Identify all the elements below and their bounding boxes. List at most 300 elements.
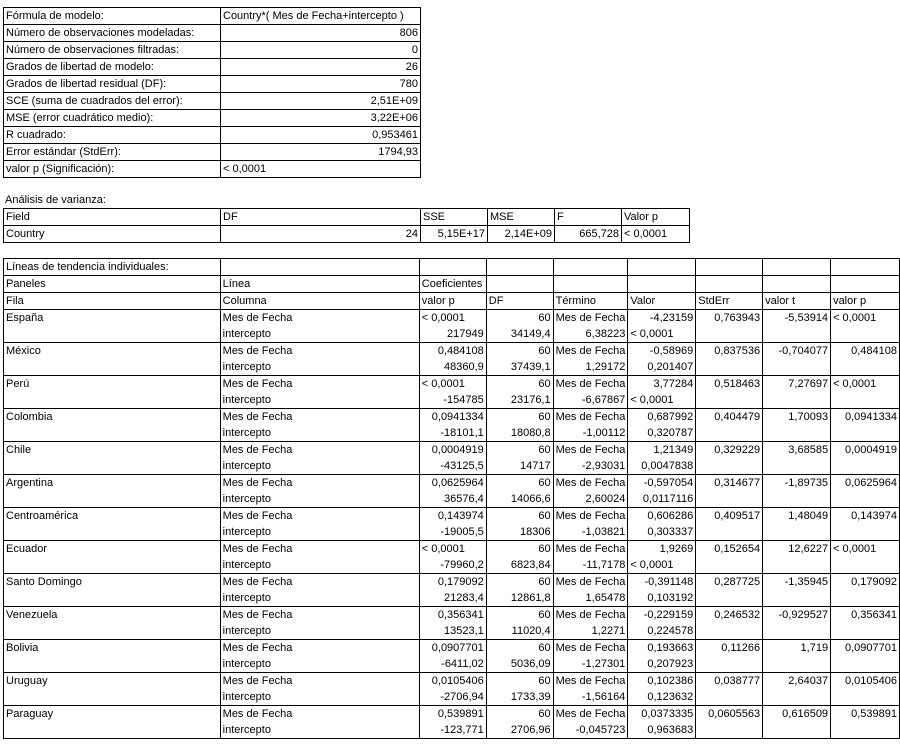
trend-cell[interactable] bbox=[763, 392, 831, 409]
trend-header-cell[interactable]: Línea bbox=[220, 276, 419, 293]
trend-cell[interactable]: 60 bbox=[486, 475, 553, 492]
trend-cell[interactable] bbox=[696, 392, 763, 409]
trend-cell[interactable]: 0,404479 bbox=[696, 409, 763, 426]
trend-panel-cell[interactable]: Paraguay bbox=[4, 706, 221, 723]
trend-cell[interactable]: 36576,4 bbox=[419, 491, 486, 508]
trend-cell[interactable]: 0,606286 bbox=[628, 508, 696, 525]
summary-label-cell[interactable]: Fórmula de modelo: bbox=[4, 8, 221, 25]
trend-panel-cell[interactable] bbox=[4, 722, 221, 739]
trend-cell[interactable] bbox=[696, 524, 763, 541]
anova-header-cell[interactable]: SSE bbox=[421, 209, 488, 226]
trend-cell[interactable]: Mes de Fecha bbox=[553, 607, 628, 624]
trend-panel-cell[interactable] bbox=[4, 623, 221, 640]
trend-cell[interactable] bbox=[763, 326, 831, 343]
trend-cell[interactable]: 0,0907701 bbox=[831, 640, 900, 657]
trend-cell[interactable] bbox=[696, 491, 763, 508]
trend-cell[interactable]: -0,229159 bbox=[628, 607, 696, 624]
trend-cell[interactable]: 0,143974 bbox=[831, 508, 900, 525]
trend-cell[interactable] bbox=[763, 491, 831, 508]
summary-value-cell[interactable]: 3,22E+06 bbox=[221, 110, 421, 127]
trend-cell[interactable] bbox=[696, 557, 763, 574]
trend-cell[interactable] bbox=[831, 425, 900, 442]
anova-header-cell[interactable]: MSE bbox=[488, 209, 555, 226]
trend-panel-cell[interactable]: Centroamérica bbox=[4, 508, 221, 525]
trend-cell[interactable]: 60 bbox=[486, 409, 553, 426]
trend-cell[interactable]: < 0,0001 bbox=[419, 310, 486, 327]
trend-header-cell[interactable] bbox=[628, 276, 696, 293]
trend-panel-cell[interactable] bbox=[4, 524, 221, 541]
trend-cell[interactable]: 21283,4 bbox=[419, 590, 486, 607]
trend-row bbox=[4, 326, 900, 343]
trend-cell[interactable] bbox=[831, 491, 900, 508]
trend-cell[interactable]: 0,484108 bbox=[831, 343, 900, 360]
trend-cell[interactable]: Mes de Fecha bbox=[553, 376, 628, 393]
trend-cell[interactable]: intercepto bbox=[220, 359, 419, 376]
trend-cell[interactable]: -123,771 bbox=[419, 722, 486, 739]
trend-cell[interactable]: 217949 bbox=[419, 326, 486, 343]
trend-cell[interactable]: 1,65478 bbox=[553, 590, 628, 607]
trend-header-cell[interactable]: StdErr bbox=[696, 293, 763, 310]
trend-cell[interactable]: 0,038777 bbox=[696, 673, 763, 690]
trend-cell[interactable] bbox=[763, 722, 831, 739]
trend-panel-cell[interactable]: Ecuador bbox=[4, 541, 221, 558]
trend-panel-cell[interactable]: Venezuela bbox=[4, 607, 221, 624]
trend-cell[interactable]: 11020,4 bbox=[486, 623, 553, 640]
trend-header-cell[interactable]: valor p bbox=[831, 293, 900, 310]
trend-cell[interactable]: 0,0105406 bbox=[831, 673, 900, 690]
trend-cell[interactable]: 0,0004919 bbox=[831, 442, 900, 459]
trend-cell[interactable]: 60 bbox=[486, 607, 553, 624]
trend-cell[interactable]: 0,207923 bbox=[628, 656, 696, 673]
trend-cell[interactable]: 0,356341 bbox=[419, 607, 486, 624]
summary-label-cell[interactable]: MSE (error cuadrático medio): bbox=[4, 110, 221, 127]
trend-cell[interactable]: 0,763943 bbox=[696, 310, 763, 327]
trend-header-cell[interactable] bbox=[831, 276, 900, 293]
trend-cell[interactable]: -0,929527 bbox=[763, 607, 831, 624]
trend-cell[interactable]: 6,38223 bbox=[553, 326, 628, 343]
trend-cell[interactable]: 13523,1 bbox=[419, 623, 486, 640]
summary-value-cell[interactable]: < 0,0001 bbox=[221, 161, 421, 178]
trend-empty-cell[interactable] bbox=[553, 259, 628, 276]
trend-cell[interactable] bbox=[831, 392, 900, 409]
trend-cell[interactable]: 0,963683 bbox=[628, 722, 696, 739]
summary-value-cell[interactable]: 2,51E+09 bbox=[221, 93, 421, 110]
trend-panel-cell[interactable]: Santo Domingo bbox=[4, 574, 221, 591]
trend-empty-cell[interactable] bbox=[763, 259, 831, 276]
trend-header-cell[interactable]: Fila bbox=[4, 293, 221, 310]
trend-row bbox=[4, 343, 900, 360]
trend-cell[interactable]: 0,0047838 bbox=[628, 458, 696, 475]
trend-cell[interactable]: Mes de Fecha bbox=[220, 475, 419, 492]
trend-cell[interactable]: 60 bbox=[486, 508, 553, 525]
trend-cell[interactable]: Mes de Fecha bbox=[553, 442, 628, 459]
trend-cell[interactable]: Mes de Fecha bbox=[220, 442, 419, 459]
trend-cell[interactable]: 0,539891 bbox=[419, 706, 486, 723]
trend-cell[interactable]: intercepto bbox=[220, 557, 419, 574]
trend-cell[interactable]: 1733,39 bbox=[486, 689, 553, 706]
trend-cell[interactable]: Mes de Fecha bbox=[553, 508, 628, 525]
trend-title-cell[interactable]: Líneas de tendencia individuales: bbox=[4, 259, 221, 276]
trend-cell[interactable]: 0,0625964 bbox=[831, 475, 900, 492]
trend-cell[interactable]: intercepto bbox=[220, 326, 419, 343]
trend-panel-cell[interactable] bbox=[4, 326, 221, 343]
trend-cell[interactable]: 0,484108 bbox=[419, 343, 486, 360]
trend-header-cell[interactable]: valor p bbox=[419, 293, 486, 310]
trend-cell[interactable]: 0,356341 bbox=[831, 607, 900, 624]
trend-empty-cell[interactable] bbox=[220, 259, 419, 276]
trend-cell[interactable]: -0,704077 bbox=[763, 343, 831, 360]
trend-panel-cell[interactable]: Uruguay bbox=[4, 673, 221, 690]
trend-cell[interactable]: < 0,0001 bbox=[419, 541, 486, 558]
trend-cell[interactable]: 0,0373335 bbox=[628, 706, 696, 723]
trend-cell[interactable] bbox=[763, 524, 831, 541]
summary-value-cell[interactable]: 780 bbox=[221, 76, 421, 93]
trend-cell[interactable]: 12861,8 bbox=[486, 590, 553, 607]
trend-header-cell[interactable]: DF bbox=[486, 293, 553, 310]
trend-cell[interactable]: intercepto bbox=[220, 392, 419, 409]
trend-cell[interactable] bbox=[696, 359, 763, 376]
trend-cell[interactable] bbox=[831, 722, 900, 739]
trend-cell[interactable]: < 0,0001 bbox=[628, 326, 696, 343]
trend-panel-cell[interactable] bbox=[4, 590, 221, 607]
trend-cell[interactable]: 34149,4 bbox=[486, 326, 553, 343]
trend-cell[interactable]: -43125,5 bbox=[419, 458, 486, 475]
trend-cell[interactable]: 0,179092 bbox=[419, 574, 486, 591]
trend-cell[interactable]: < 0,0001 bbox=[831, 541, 900, 558]
trend-header-cell[interactable] bbox=[553, 276, 628, 293]
trend-cell[interactable] bbox=[763, 623, 831, 640]
trend-cell[interactable]: Mes de Fecha bbox=[553, 640, 628, 657]
trend-cell[interactable]: 60 bbox=[486, 343, 553, 360]
trend-cell[interactable]: 0,314677 bbox=[696, 475, 763, 492]
trend-cell[interactable]: Mes de Fecha bbox=[220, 376, 419, 393]
trend-cell[interactable]: -6,67867 bbox=[553, 392, 628, 409]
trend-cell[interactable] bbox=[763, 458, 831, 475]
trend-cell[interactable]: 0,103192 bbox=[628, 590, 696, 607]
trend-cell[interactable]: 18080,8 bbox=[486, 425, 553, 442]
trend-cell[interactable]: Mes de Fecha bbox=[553, 343, 628, 360]
trend-cell[interactable]: intercepto bbox=[220, 623, 419, 640]
trend-empty-cell[interactable] bbox=[419, 259, 486, 276]
trend-cell[interactable]: -1,00112 bbox=[553, 425, 628, 442]
trend-cell[interactable] bbox=[763, 689, 831, 706]
anova-cell[interactable]: Country bbox=[4, 226, 221, 243]
trend-panel-cell[interactable] bbox=[4, 689, 221, 706]
trend-cell[interactable]: Mes de Fecha bbox=[553, 541, 628, 558]
anova-cell[interactable]: 665,728 bbox=[555, 226, 622, 243]
trend-cell[interactable]: Mes de Fecha bbox=[553, 673, 628, 690]
summary-label-cell[interactable]: Grados de libertad residual (DF): bbox=[4, 76, 221, 93]
trend-cell[interactable]: 0,518463 bbox=[696, 376, 763, 393]
trend-cell[interactable]: 1,70093 bbox=[763, 409, 831, 426]
trend-header-cell[interactable]: valor t bbox=[763, 293, 831, 310]
summary-value-cell[interactable]: 806 bbox=[221, 25, 421, 42]
trend-cell[interactable]: 14066,6 bbox=[486, 491, 553, 508]
trend-cell[interactable]: 0,224578 bbox=[628, 623, 696, 640]
summary-label-cell[interactable]: SCE (suma de cuadrados del error): bbox=[4, 93, 221, 110]
trend-cell[interactable]: 0,0105406 bbox=[419, 673, 486, 690]
trend-cell[interactable] bbox=[831, 524, 900, 541]
trend-cell[interactable]: -1,35945 bbox=[763, 574, 831, 591]
trend-cell[interactable] bbox=[831, 326, 900, 343]
trend-cell[interactable]: 0,152654 bbox=[696, 541, 763, 558]
trend-cell[interactable] bbox=[763, 590, 831, 607]
trend-cell[interactable] bbox=[763, 656, 831, 673]
trend-cell[interactable]: Mes de Fecha bbox=[553, 310, 628, 327]
anova-header-cell[interactable]: Valor p bbox=[622, 209, 690, 226]
trend-cell[interactable]: 60 bbox=[486, 541, 553, 558]
trend-cell[interactable]: Mes de Fecha bbox=[220, 508, 419, 525]
trend-cell[interactable]: 0,102386 bbox=[628, 673, 696, 690]
summary-value-cell[interactable]: 0,953461 bbox=[221, 127, 421, 144]
summary-value-cell[interactable]: 26 bbox=[221, 59, 421, 76]
trend-cell[interactable]: -11,7178 bbox=[553, 557, 628, 574]
trend-cell[interactable]: 0,0907701 bbox=[419, 640, 486, 657]
trend-cell[interactable]: -0,391148 bbox=[628, 574, 696, 591]
trend-cell[interactable]: 0,837536 bbox=[696, 343, 763, 360]
trend-empty-cell[interactable] bbox=[628, 259, 696, 276]
summary-value-cell[interactable]: Country*( Mes de Fecha+intercepto ) bbox=[221, 8, 421, 25]
trend-cell[interactable]: intercepto bbox=[220, 722, 419, 739]
trend-cell[interactable] bbox=[831, 359, 900, 376]
trend-header-cell[interactable]: Columna bbox=[220, 293, 419, 310]
trend-cell[interactable]: 37439,1 bbox=[486, 359, 553, 376]
trend-row bbox=[4, 656, 900, 673]
trend-cell[interactable]: 0,0004919 bbox=[419, 442, 486, 459]
summary-value-cell[interactable]: 0 bbox=[221, 42, 421, 59]
trend-cell[interactable]: -79960,2 bbox=[419, 557, 486, 574]
trend-cell[interactable]: 60 bbox=[486, 640, 553, 657]
trend-cell[interactable]: 0,201407 bbox=[628, 359, 696, 376]
trend-cell[interactable]: < 0,0001 bbox=[419, 376, 486, 393]
trend-cell[interactable]: 2,60024 bbox=[553, 491, 628, 508]
trend-panel-cell[interactable] bbox=[4, 491, 221, 508]
trend-header-cell[interactable]: Término bbox=[553, 293, 628, 310]
trend-title-row bbox=[4, 259, 900, 276]
trend-cell[interactable]: 1,2271 bbox=[553, 623, 628, 640]
trend-cell[interactable]: intercepto bbox=[220, 590, 419, 607]
summary-label-cell[interactable]: Número de observaciones modeladas: bbox=[4, 25, 221, 42]
anova-cell[interactable]: 2,14E+09 bbox=[488, 226, 555, 243]
trend-cell[interactable] bbox=[696, 623, 763, 640]
trend-panel-cell[interactable] bbox=[4, 425, 221, 442]
trend-cell[interactable]: 0,179092 bbox=[831, 574, 900, 591]
trend-cell[interactable]: 0,143974 bbox=[419, 508, 486, 525]
trend-cell[interactable] bbox=[831, 689, 900, 706]
trend-cell[interactable]: 0,193663 bbox=[628, 640, 696, 657]
trend-cell[interactable]: < 0,0001 bbox=[831, 310, 900, 327]
trend-cell[interactable]: Mes de Fecha bbox=[220, 607, 419, 624]
trend-cell[interactable]: Mes de Fecha bbox=[220, 541, 419, 558]
trend-cell[interactable]: 60 bbox=[486, 310, 553, 327]
trend-cell[interactable]: 1,719 bbox=[763, 640, 831, 657]
trend-cell[interactable]: -4,23159 bbox=[628, 310, 696, 327]
summary-label-cell[interactable]: Grados de libertad de modelo: bbox=[4, 59, 221, 76]
trend-cell[interactable]: 0,0605563 bbox=[696, 706, 763, 723]
trend-empty-cell[interactable] bbox=[696, 259, 763, 276]
trend-panel-cell[interactable] bbox=[4, 392, 221, 409]
trend-panel-cell[interactable]: España bbox=[4, 310, 221, 327]
trend-cell[interactable] bbox=[831, 623, 900, 640]
trend-cell[interactable]: -18101,1 bbox=[419, 425, 486, 442]
trend-cell[interactable] bbox=[831, 557, 900, 574]
trend-cell[interactable]: -6411,02 bbox=[419, 656, 486, 673]
trend-row bbox=[4, 640, 900, 657]
trend-cell[interactable]: Mes de Fecha bbox=[220, 409, 419, 426]
trend-panel-cell[interactable] bbox=[4, 656, 221, 673]
trend-cell[interactable]: 14717 bbox=[486, 458, 553, 475]
anova-header-cell[interactable]: DF bbox=[221, 209, 421, 226]
trend-cell[interactable] bbox=[696, 458, 763, 475]
trend-cell[interactable]: -154785 bbox=[419, 392, 486, 409]
trend-cell[interactable]: < 0,0001 bbox=[628, 392, 696, 409]
trend-cell[interactable]: 23176,1 bbox=[486, 392, 553, 409]
trend-cell[interactable]: < 0,0001 bbox=[628, 557, 696, 574]
trend-panel-cell[interactable] bbox=[4, 458, 221, 475]
trend-cell[interactable]: 1,21349 bbox=[628, 442, 696, 459]
trend-cell[interactable]: 0,539891 bbox=[831, 706, 900, 723]
trend-cell[interactable] bbox=[696, 722, 763, 739]
trend-empty-cell[interactable] bbox=[486, 259, 553, 276]
trend-cell[interactable]: 0,320787 bbox=[628, 425, 696, 442]
trend-cell[interactable]: 0,616509 bbox=[763, 706, 831, 723]
trend-panel-cell[interactable]: Argentina bbox=[4, 475, 221, 492]
trend-header-cell[interactable] bbox=[696, 276, 763, 293]
summary-label-cell[interactable]: Número de observaciones filtradas: bbox=[4, 42, 221, 59]
trend-cell[interactable]: Mes de Fecha bbox=[220, 310, 419, 327]
trend-cell[interactable]: intercepto bbox=[220, 425, 419, 442]
trend-cell[interactable]: Mes de Fecha bbox=[220, 673, 419, 690]
trend-cell[interactable]: 0,329229 bbox=[696, 442, 763, 459]
trend-cell[interactable]: 60 bbox=[486, 574, 553, 591]
trend-cell[interactable]: 0,11266 bbox=[696, 640, 763, 657]
trend-cell[interactable]: 7,27697 bbox=[763, 376, 831, 393]
trend-cell[interactable]: 60 bbox=[486, 673, 553, 690]
trend-cell[interactable]: 0,246532 bbox=[696, 607, 763, 624]
trend-cell[interactable]: 0,123632 bbox=[628, 689, 696, 706]
trend-panel-cell[interactable]: Bolivia bbox=[4, 640, 221, 657]
trend-cell[interactable]: intercepto bbox=[220, 524, 419, 541]
trend-cell[interactable]: 1,29172 bbox=[553, 359, 628, 376]
trend-cell[interactable]: 2,64037 bbox=[763, 673, 831, 690]
anova-header-cell[interactable]: Field bbox=[4, 209, 221, 226]
trend-cell[interactable]: 0,287725 bbox=[696, 574, 763, 591]
trend-cell[interactable]: intercepto bbox=[220, 491, 419, 508]
trend-cell[interactable]: intercepto bbox=[220, 458, 419, 475]
trend-cell[interactable]: -19005,5 bbox=[419, 524, 486, 541]
trend-cell[interactable]: Mes de Fecha bbox=[220, 640, 419, 657]
trend-row bbox=[4, 359, 900, 376]
trend-cell[interactable] bbox=[696, 326, 763, 343]
trend-header-cell[interactable]: Valor bbox=[628, 293, 696, 310]
trend-cell[interactable]: 2706,96 bbox=[486, 722, 553, 739]
trend-header-cell[interactable] bbox=[486, 276, 553, 293]
trend-cell[interactable]: Mes de Fecha bbox=[220, 706, 419, 723]
trend-cell[interactable]: 3,77284 bbox=[628, 376, 696, 393]
anova-cell[interactable]: 5,15E+17 bbox=[421, 226, 488, 243]
trend-cell[interactable]: 48360,9 bbox=[419, 359, 486, 376]
trend-panel-cell[interactable]: Perú bbox=[4, 376, 221, 393]
anova-header-cell[interactable]: F bbox=[555, 209, 622, 226]
trend-cell[interactable]: -0,045723 bbox=[553, 722, 628, 739]
trend-cell[interactable] bbox=[831, 458, 900, 475]
trend-panel-cell[interactable]: Colombia bbox=[4, 409, 221, 426]
trend-cell[interactable]: 6823,84 bbox=[486, 557, 553, 574]
trend-cell[interactable]: 0,0625964 bbox=[419, 475, 486, 492]
trend-cell[interactable]: Mes de Fecha bbox=[553, 475, 628, 492]
trend-cell[interactable]: 60 bbox=[486, 442, 553, 459]
trend-cell[interactable] bbox=[763, 425, 831, 442]
trend-cell[interactable]: 0,687992 bbox=[628, 409, 696, 426]
trend-panel-cell[interactable]: Chile bbox=[4, 442, 221, 459]
trend-cell[interactable]: Mes de Fecha bbox=[553, 706, 628, 723]
trend-cell[interactable]: 0,409517 bbox=[696, 508, 763, 525]
trend-cell[interactable]: 1,9269 bbox=[628, 541, 696, 558]
trend-cell[interactable] bbox=[696, 689, 763, 706]
trend-cell[interactable]: Mes de Fecha bbox=[553, 409, 628, 426]
trend-cell[interactable]: -2706,94 bbox=[419, 689, 486, 706]
trend-cell[interactable]: Mes de Fecha bbox=[553, 574, 628, 591]
trend-panel-cell[interactable]: México bbox=[4, 343, 221, 360]
trend-cell[interactable]: 60 bbox=[486, 706, 553, 723]
trend-cell[interactable]: -1,89735 bbox=[763, 475, 831, 492]
trend-cell[interactable]: -0,597054 bbox=[628, 475, 696, 492]
trend-cell[interactable]: intercepto bbox=[220, 689, 419, 706]
trend-cell[interactable] bbox=[763, 359, 831, 376]
trend-cell[interactable]: 60 bbox=[486, 376, 553, 393]
trend-cell[interactable]: intercepto bbox=[220, 656, 419, 673]
trend-cell[interactable] bbox=[696, 590, 763, 607]
trend-cell[interactable]: -2,93031 bbox=[553, 458, 628, 475]
trend-header-cell[interactable]: Coeficientes bbox=[419, 276, 486, 293]
summary-label-cell[interactable]: valor p (Significación): bbox=[4, 161, 221, 178]
summary-value-cell[interactable]: 1794,93 bbox=[221, 144, 421, 161]
summary-label-cell[interactable]: R cuadrado: bbox=[4, 127, 221, 144]
trend-panel-cell[interactable] bbox=[4, 359, 221, 376]
trend-cell[interactable]: 18306 bbox=[486, 524, 553, 541]
trend-cell[interactable]: -5,53914 bbox=[763, 310, 831, 327]
trend-cell[interactable] bbox=[831, 656, 900, 673]
anova-cell[interactable]: 24 bbox=[221, 226, 421, 243]
trend-header-cell[interactable]: Paneles bbox=[4, 276, 221, 293]
trend-cell[interactable] bbox=[763, 557, 831, 574]
trend-panel-cell[interactable] bbox=[4, 557, 221, 574]
trend-cell[interactable]: -1,27301 bbox=[553, 656, 628, 673]
trend-cell[interactable] bbox=[696, 656, 763, 673]
trend-cell[interactable]: -1,56164 bbox=[553, 689, 628, 706]
trend-cell[interactable] bbox=[696, 425, 763, 442]
trend-cell[interactable]: -0,58969 bbox=[628, 343, 696, 360]
trend-cell[interactable]: -1,03821 bbox=[553, 524, 628, 541]
trend-cell[interactable]: 1,48049 bbox=[763, 508, 831, 525]
trend-cell[interactable]: 0,0941334 bbox=[831, 409, 900, 426]
trend-cell[interactable]: 0,0117116 bbox=[628, 491, 696, 508]
summary-label-cell[interactable]: Error estándar (StdErr): bbox=[4, 144, 221, 161]
trend-cell[interactable]: Mes de Fecha bbox=[220, 343, 419, 360]
trend-cell[interactable]: 0,0941334 bbox=[419, 409, 486, 426]
trend-header-cell[interactable] bbox=[763, 276, 831, 293]
trend-cell[interactable]: Mes de Fecha bbox=[220, 574, 419, 591]
trend-empty-cell[interactable] bbox=[831, 259, 900, 276]
summary-row bbox=[4, 42, 421, 59]
trend-cell[interactable]: 5036,09 bbox=[486, 656, 553, 673]
anova-cell[interactable]: < 0,0001 bbox=[622, 226, 690, 243]
trend-cell[interactable]: 12,6227 bbox=[763, 541, 831, 558]
trend-cell[interactable]: 3,68585 bbox=[763, 442, 831, 459]
trend-cell[interactable] bbox=[831, 590, 900, 607]
trend-cell[interactable]: 0,303337 bbox=[628, 524, 696, 541]
trend-cell[interactable]: < 0,0001 bbox=[831, 376, 900, 393]
